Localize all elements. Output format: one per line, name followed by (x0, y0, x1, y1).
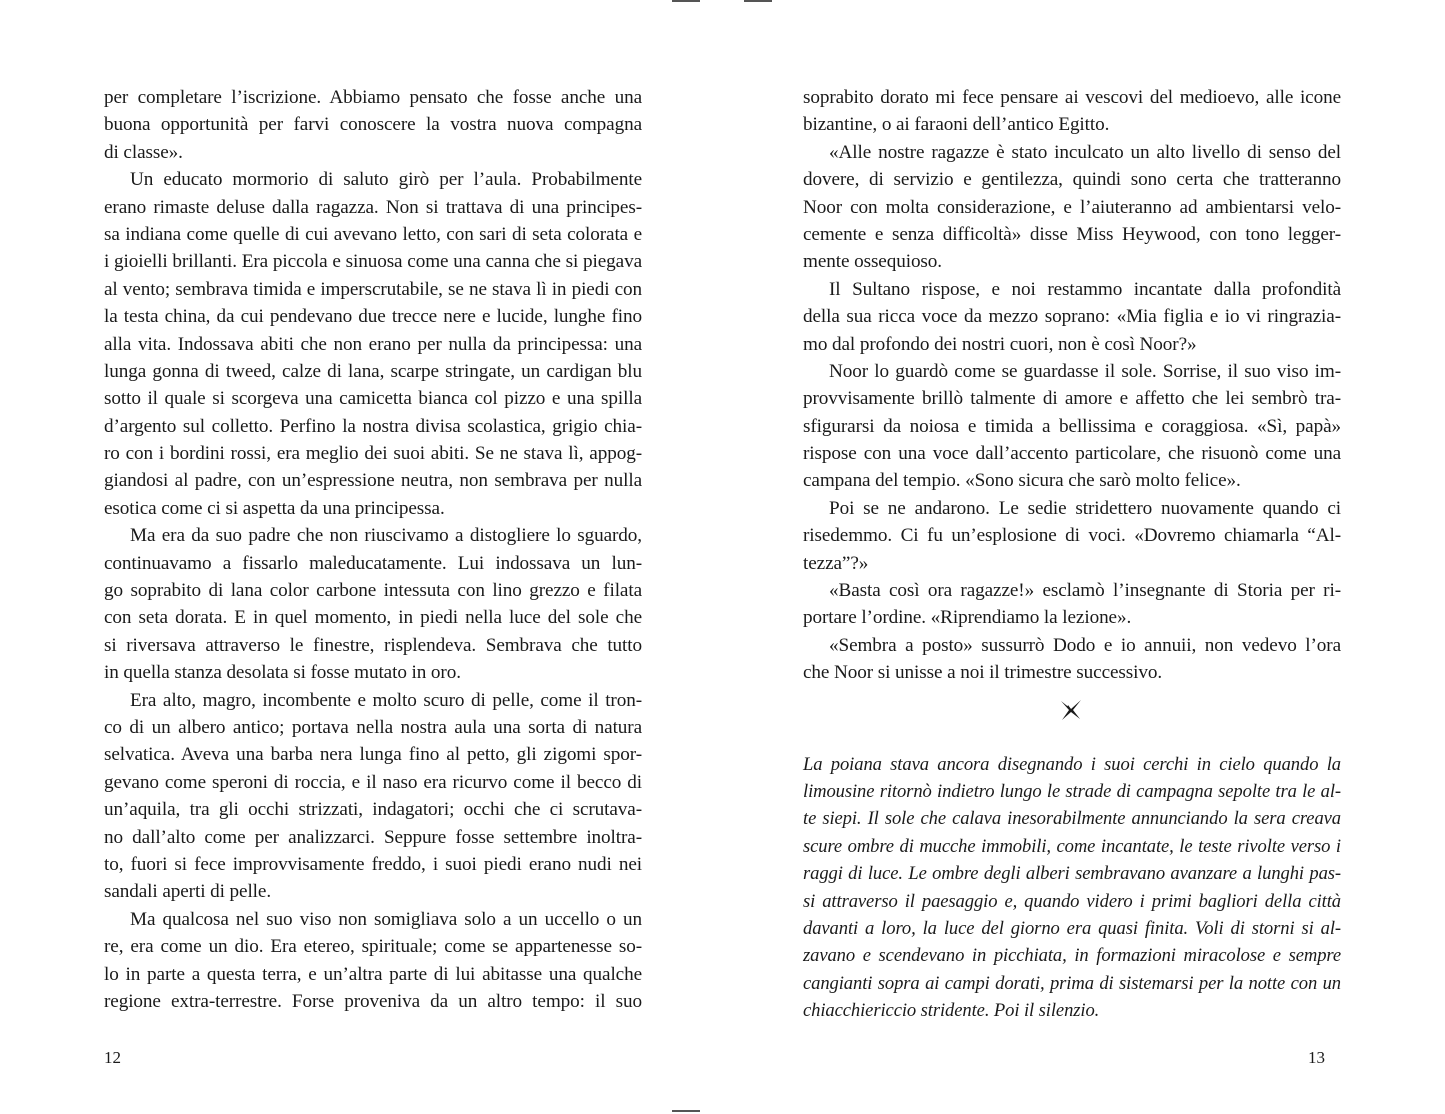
page-number-right: 13 (1308, 1048, 1325, 1067)
italic-text-line: chiacchiericcio stridente. Poi il silenzio. (803, 1000, 1100, 1022)
text-line: rispose con una voce dall’accento particolare, che risuonò come una (803, 443, 1341, 465)
text-line: no dall’alto come per analizzarci. Seppure fosse settembre inoltra- (104, 826, 642, 848)
text-line: che Noor si unisse a noi il trimestre successivo. (803, 662, 1163, 684)
text-line: sandali aperti di pelle. (104, 881, 272, 903)
text-line: dovere, di servizio e gentilezza, quindi sono certa che tratteranno (803, 169, 1341, 191)
text-line: alla vita. Indossava abiti che non erano per nulla da principessa: una (104, 333, 642, 355)
text-line: al vento; sembrava timida e imperscrutabile, se ne stava lì in piedi con (104, 278, 642, 300)
bird-ornament-icon (803, 687, 1341, 739)
italic-text-line: davanti a loro, la luce del giorno era quasi finita. Voli di storni si al- (803, 917, 1341, 939)
page-number-left: 12 (104, 1048, 121, 1067)
italic-text-line: La poiana stava ancora disegnando i suoi cerchi in cielo quando la (803, 753, 1341, 775)
text-line: go soprabito di lana color carbone intessuta con lino grezzo e filata (104, 580, 642, 602)
text-line: provvisamente brillò talmente di amore e affetto che lei sembrò tra- (803, 388, 1341, 410)
text-line: sfigurarsi da noiosa e timida a bellissima e coraggiosa. «Sì, papà» (803, 415, 1341, 437)
text-line: erano rimaste deluse dalla ragazza. Non si trattava di una principes- (104, 196, 642, 218)
text-line: risedemmo. Ci fu un’esplosione di voci. «Dovremo chiamarla “Al- (803, 525, 1341, 547)
text-line: mo dal profondo dei nostri cuori, non è così Noor?» (803, 333, 1197, 355)
italic-text-line: zavano e scendevano in picchiata, in formazioni miracolose e sempre (803, 945, 1341, 967)
text-line: bizantine, o ai faraoni dell’antico Egitto. (803, 114, 1110, 136)
text-line: campana del tempio. «Sono sicura che sarò molto felice». (803, 470, 1241, 492)
text-line: sotto il quale si scorgeva una camicetta bianca col pizzo e una spilla (104, 388, 642, 410)
italic-text-line: cangianti sopra ai campi dorati, prima di sistemarsi per la notte con un (803, 972, 1341, 994)
italic-text-line: si attraverso il paesaggio e, quando videro i primi bagliori della città (803, 890, 1341, 912)
text-line: Ma qualcosa nel suo viso non somigliava solo a un uccello o un (130, 908, 642, 930)
italic-text-line: scure ombre di mucche immobili, come incantate, le teste rivolte verso i (803, 835, 1341, 857)
bird-icon (1058, 697, 1084, 723)
text-line: mente ossequioso. (803, 251, 942, 273)
paragraph (104, 522, 642, 686)
text-line: tezza”?» (803, 552, 869, 574)
text-line: «Sembra a posto» sussurrò Dodo e io annuii, non vedevo l’ora (829, 634, 1341, 656)
italic-paragraph (803, 751, 1341, 1025)
italic-text-line: raggi di luce. Le ombre degli alberi sembravano avanzare a lunghi pas- (803, 863, 1341, 885)
italic-text-line: limousine ritornò indietro lungo le strade di campagna sepolte tra le al- (803, 780, 1341, 802)
italic-text-line: te siepi. Il sole che calava inesorabilmente annunciando la sera creava (803, 808, 1341, 830)
text-line: sa indiana come quelle di cui avevano letto, con sari di seta colorata e (104, 223, 642, 245)
paragraph (803, 577, 1341, 632)
paragraph (803, 495, 1341, 577)
text-line: i gioielli brillanti. Era piccola e sinuosa come una canna che si piegava (104, 251, 642, 273)
text-line: portare l’ordine. «Riprendiamo la lezione». (803, 607, 1132, 629)
paragraph (104, 84, 642, 166)
text-line: con seta dorata. E in quel momento, in piedi nella luce del sole che (104, 607, 642, 629)
text-line: esotica come ci si aspetta da una principessa. (104, 497, 445, 519)
text-line: Noor lo guardò come se guardasse il sole. Sorrise, il suo viso im- (829, 360, 1341, 382)
text-line: Noor con molta considerazione, e l’aiuteranno ad ambientarsi velo- (803, 196, 1341, 218)
crop-mark-top-right (744, 0, 772, 2)
text-line: lo in parte a questa terra, e un’altra parte di lui abitasse una qualche (104, 963, 642, 985)
text-line: Il Sultano rispose, e noi restammo incantate dalla profondità (829, 278, 1341, 300)
text-line: si riversava attraverso le finestre, risplendeva. Sembrava che tutto (104, 634, 642, 656)
text-line: regione extra-terrestre. Forse proveniva da un altro tempo: il suo (104, 990, 642, 1012)
text-line: soprabito dorato mi fece pensare ai vescovi del medioevo, alle icone (803, 87, 1341, 108)
text-line: to, fuori si fece improvvisamente freddo, i suoi piedi erano nudi nei (104, 853, 642, 875)
text-line: «Basta così ora ragazze!» esclamò l’insegnante di Storia per ri- (829, 580, 1341, 602)
text-line: Ma era da suo padre che non riuscivamo a distogliere lo sguardo, (130, 525, 642, 547)
text-line: Era alto, magro, incombente e molto scuro di pelle, come il tron- (130, 689, 642, 711)
text-line: della sua ricca voce da mezzo soprano: «Mia figlia e io vi ringrazia- (803, 306, 1341, 328)
section-spacer (803, 739, 1341, 751)
paragraph (104, 906, 642, 1016)
text-line: Poi se ne andarono. Le sedie stridettero nuovamente quando ci (829, 497, 1341, 519)
text-line: lunga gonna di tweed, calze di lana, scarpe stringate, un cardigan blu (104, 360, 642, 382)
text-line: «Alle nostre ragazze è stato inculcato un alto livello di senso del (829, 141, 1341, 163)
paragraph (803, 632, 1341, 687)
text-line: co di un albero antico; portava nella nostra aula una sorta di natura (104, 716, 642, 738)
text-line: giandosi al padre, con un’espressione neutra, non sembrava per nulla (104, 470, 642, 492)
text-line: buona opportunità per farvi conoscere la vostra nuova compagna (104, 114, 642, 136)
text-line: per completare l’iscrizione. Abbiamo pensato che fosse anche una (104, 87, 642, 108)
paragraph (104, 166, 642, 522)
paragraph (803, 139, 1341, 276)
text-line: cemente e senza difficoltà» disse Miss Heywood, con tono legger- (803, 223, 1341, 245)
text-line: ro con i bordini rossi, era meglio dei suoi abiti. Se ne stava lì, appog- (104, 443, 642, 465)
text-line: selvatica. Aveva una barba nera lunga fino al petto, gli zigomi spor- (104, 744, 642, 766)
paragraph (803, 358, 1341, 495)
text-line: di classe». (104, 141, 183, 163)
crop-mark-bottom (672, 1110, 700, 1112)
paragraph (803, 84, 1341, 139)
text-line: re, era come un dio. Era etereo, spirituale; come se appartenesse so- (104, 936, 642, 958)
text-line: un’aquila, tra gli occhi strizzati, indagatori; occhi che ci scrutava- (104, 799, 642, 821)
text-line: gevano come speroni di roccia, e il naso era ricurvo come il becco di (104, 771, 642, 793)
text-line: continuavamo a fissarlo maleducatamente. Lui indossava un lun- (104, 552, 642, 574)
text-line: la testa china, da cui pendevano due trecce nere e lucide, lunghe fino (104, 306, 642, 328)
text-line: Un educato mormorio di saluto girò per l’aula. Probabilmente (130, 169, 642, 191)
text-line: d’argento sul colletto. Perfino la nostra divisa scolastica, grigio chia- (104, 415, 642, 437)
crop-mark-top (672, 0, 700, 2)
right-page (803, 84, 1341, 1025)
paragraph (803, 276, 1341, 358)
left-page (104, 84, 642, 1015)
text-line: in quella stanza desolata si fosse mutato in oro. (104, 662, 461, 684)
paragraph (104, 687, 642, 906)
